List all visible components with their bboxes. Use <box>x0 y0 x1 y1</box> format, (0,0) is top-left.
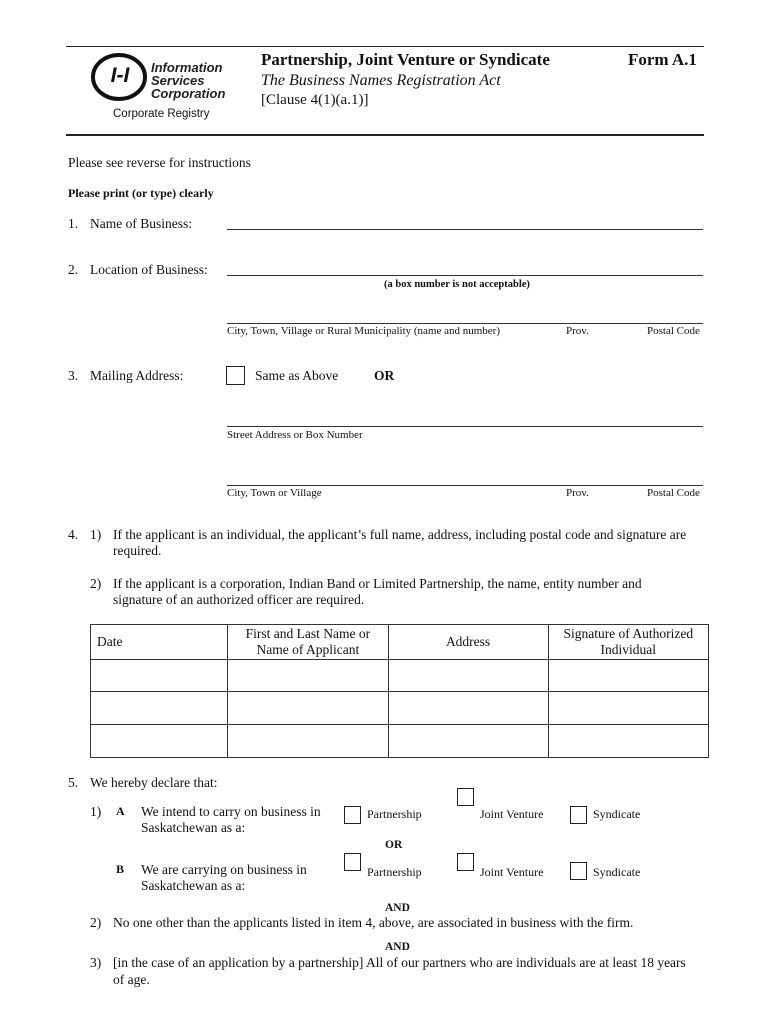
location-city-caption: City, Town, Village or Rural Municipality (name and number) <box>227 325 501 337</box>
address-cell[interactable] <box>388 660 548 692</box>
item5-s3-line1: [in the case of an application by a partnership] All of our partners who are individuals are at least 18 years <box>113 955 686 970</box>
item5-s3-line2: of age. <box>113 972 150 987</box>
location-prov-caption: Prov. <box>566 325 589 337</box>
item5-s2-text: No one other than the applicants listed in item 4, above, are associated in business with the firm. <box>113 915 634 930</box>
a-joint-venture-checkbox[interactable] <box>457 788 474 806</box>
header-top-rule <box>66 46 704 47</box>
a-syndicate-checkbox[interactable] <box>570 806 587 824</box>
print-note: Please print (or type) clearly <box>68 186 214 200</box>
form-subtitle: The Business Names Registration Act <box>261 72 501 89</box>
signature-cell[interactable] <box>548 660 708 692</box>
item4-p1-number: 1) <box>90 527 102 542</box>
item4-number: 4. <box>68 527 79 542</box>
box-number-note: (a box number is not acceptable) <box>384 279 530 290</box>
name-header-line1: First and Last Name or <box>245 626 371 641</box>
date-cell[interactable] <box>91 692 228 725</box>
name-header-line2: Name of Applicant <box>256 642 360 657</box>
option-a-letter: A <box>116 804 125 818</box>
mailing-street-field[interactable] <box>227 426 703 427</box>
b-syndicate-checkbox[interactable] <box>570 862 587 880</box>
item3-label: Mailing Address: <box>90 368 184 383</box>
signature-cell[interactable] <box>548 725 708 758</box>
option-b-letter: B <box>116 862 125 876</box>
isc-logo <box>90 52 240 102</box>
mailing-street-caption: Street Address or Box Number <box>227 429 363 441</box>
and-label-2: AND <box>385 941 410 953</box>
location-city-field[interactable] <box>227 323 703 324</box>
option-b-line1: We are carrying on business in <box>141 862 307 877</box>
option-b-line2: Saskatchewan as a: <box>141 878 246 893</box>
date-header: Date <box>91 625 228 660</box>
item1-label: Name of Business: <box>90 216 192 231</box>
table-header-row <box>91 625 709 660</box>
item1-number: 1. <box>68 216 79 231</box>
logo-line-3: Corporation <box>151 86 226 101</box>
same-as-above-label: Same as Above <box>255 368 339 383</box>
date-cell[interactable] <box>91 725 228 758</box>
b-partnership-checkbox[interactable] <box>344 853 361 871</box>
same-as-above-checkbox[interactable] <box>226 366 245 385</box>
address-cell[interactable] <box>388 692 548 725</box>
b-joint-venture-label: Joint Venture <box>480 865 544 879</box>
a-partnership-label: Partnership <box>367 807 422 821</box>
instructions-note: Please see reverse for instructions <box>68 155 251 170</box>
date-cell[interactable] <box>91 660 228 692</box>
signature-header-line2: Individual <box>600 642 657 657</box>
options-or-label: OR <box>385 839 403 851</box>
item4-p1-line2: required. <box>113 543 162 558</box>
header-bottom-rule <box>66 134 704 136</box>
name-header <box>228 625 388 660</box>
mailing-prov-caption: Prov. <box>566 487 589 499</box>
item5-declare: We hereby declare that: <box>90 775 218 790</box>
mailing-city-field[interactable] <box>227 485 703 486</box>
a-syndicate-label: Syndicate <box>593 807 641 821</box>
business-name-field[interactable] <box>227 229 703 230</box>
a-joint-venture-label: Joint Venture <box>480 807 544 821</box>
applicants-table <box>90 624 709 758</box>
item4-p2-number: 2) <box>90 576 102 591</box>
mailing-postal-caption: Postal Code <box>647 487 700 499</box>
form-title: Partnership, Joint Venture or Syndicate <box>261 50 550 69</box>
signature-header <box>548 625 708 660</box>
item2-label: Location of Business: <box>90 262 208 277</box>
corporate-registry-label: Corporate Registry <box>113 108 210 120</box>
table-row <box>91 660 709 692</box>
item5-s2-number: 2) <box>90 915 102 930</box>
b-syndicate-label: Syndicate <box>593 865 641 879</box>
name-cell[interactable] <box>228 692 388 725</box>
location-postal-caption: Postal Code <box>647 325 700 337</box>
item5-number: 5. <box>68 775 79 790</box>
item5-s3-number: 3) <box>90 955 102 970</box>
form-clause: [Clause 4(1)(a.1)] <box>261 92 369 108</box>
signature-cell[interactable] <box>548 692 708 725</box>
mailing-or-label: OR <box>374 368 395 383</box>
mailing-city-caption: City, Town or Village <box>227 487 322 499</box>
item4-p1-line1: If the applicant is an individual, the applicant’s full name, address, including postal code and signature are <box>113 527 687 542</box>
item4-p2-line1: If the applicant is a corporation, Indian Band or Limited Partnership, the name, entity number and <box>113 576 642 591</box>
b-partnership-label: Partnership <box>367 865 422 879</box>
name-cell[interactable] <box>228 725 388 758</box>
a-partnership-checkbox[interactable] <box>344 806 361 824</box>
address-cell[interactable] <box>388 725 548 758</box>
table-row <box>91 725 709 758</box>
isc-logo-mark: I-I <box>110 64 130 87</box>
logo-line-2: Services <box>151 73 205 88</box>
and-label-1: AND <box>385 902 410 914</box>
item5-s1-number: 1) <box>90 804 102 819</box>
name-cell[interactable] <box>228 660 388 692</box>
table-row <box>91 692 709 725</box>
address-header: Address <box>388 625 548 660</box>
signature-header-line1: Signature of Authorized <box>563 626 694 641</box>
logo-line-1: Information <box>151 60 223 75</box>
form-id: Form A.1 <box>628 50 697 69</box>
business-location-field[interactable] <box>227 275 703 276</box>
option-a-line2: Saskatchewan as a: <box>141 820 246 835</box>
item3-number: 3. <box>68 368 79 383</box>
item2-number: 2. <box>68 262 79 277</box>
item4-p2-line2: signature of an authorized officer are required. <box>113 592 365 607</box>
b-joint-venture-checkbox[interactable] <box>457 853 474 871</box>
option-a-line1: We intend to carry on business in <box>141 804 321 819</box>
